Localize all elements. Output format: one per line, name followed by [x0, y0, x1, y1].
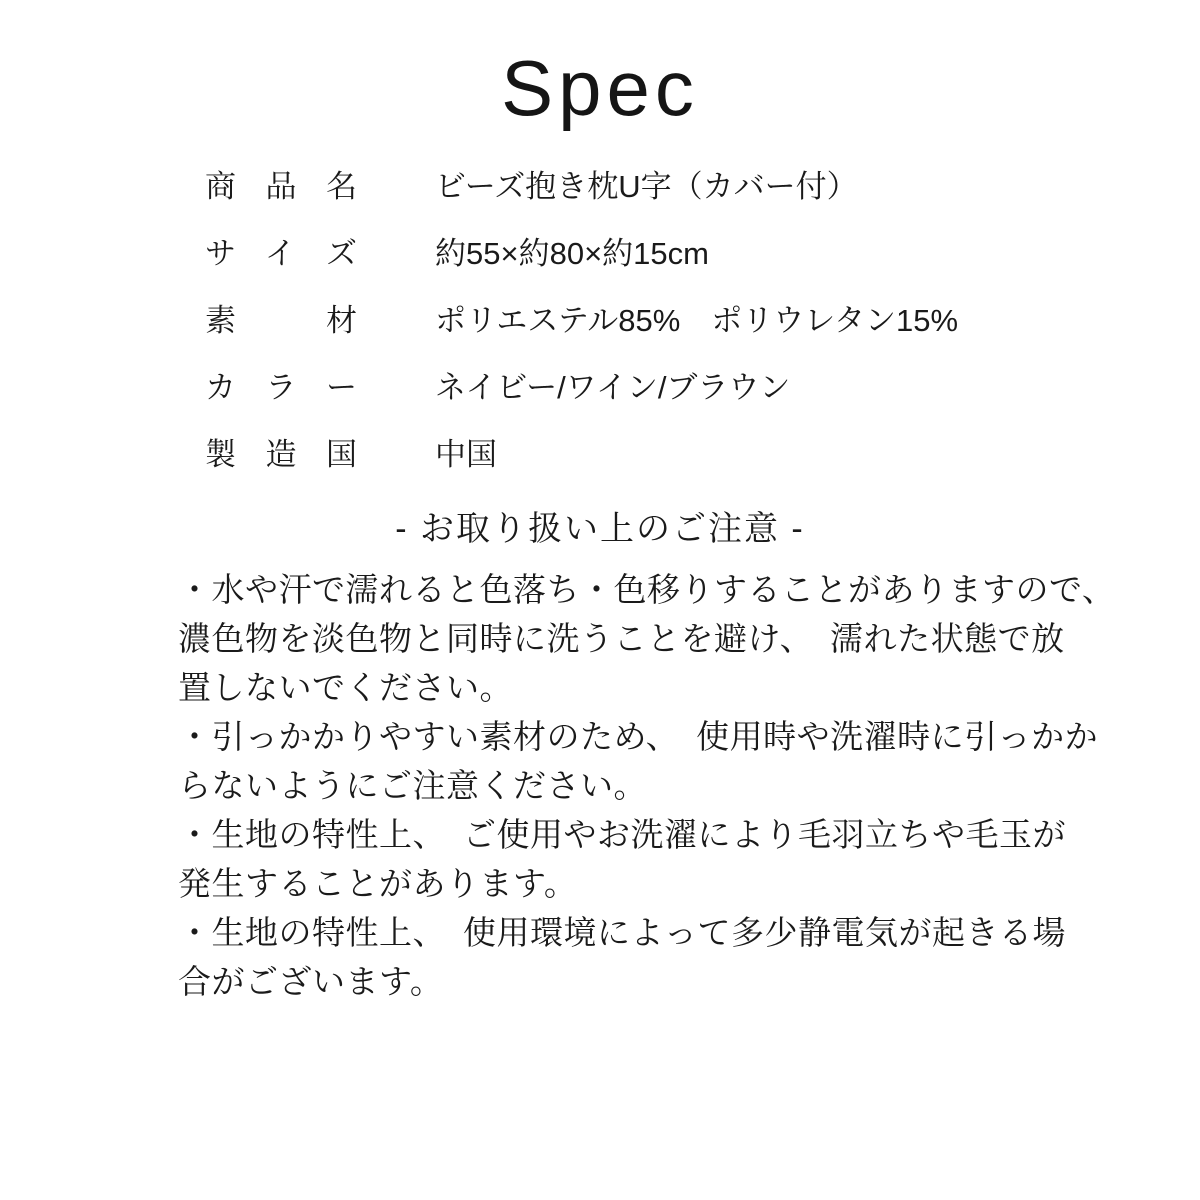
spec-value: ポリエステル85% ポリウレタン15%: [435, 302, 959, 338]
note-line: 合がございます。: [178, 962, 444, 1000]
spec-label: 素材: [205, 302, 357, 338]
spec-label: カラー: [205, 369, 357, 405]
note-line: らないようにご注意ください。: [178, 766, 647, 804]
note-item-colorfast: [178, 565, 1200, 712]
notes-heading: - お取り扱い上のご注意 -: [395, 509, 805, 548]
note-line: ・生地の特性上、 使用環境によって多少静電気が起きる場: [178, 913, 1066, 951]
spec-value: 中国: [435, 436, 497, 472]
note-item-static: [178, 908, 1200, 1006]
spec-value: 約55×約80×約15cm: [435, 235, 709, 271]
spec-label: 商品名: [205, 168, 357, 204]
spec-label: 製造国: [205, 436, 357, 472]
page-title: Spec: [501, 44, 699, 132]
note-line: 発生することがあります。: [178, 864, 578, 902]
note-line: 濃色物を淡色物と同時に洗うことを避け、 濡れた状態で放: [178, 619, 1065, 657]
spec-row-size: [205, 233, 1200, 274]
spec-row-country: [205, 434, 1200, 475]
spec-row-material: [205, 300, 1200, 341]
note-line: 置しないでください。: [178, 668, 513, 706]
spec-row-color: [205, 367, 1200, 408]
spec-row-product-name: [205, 166, 1200, 207]
note-line: ・水や汗で濡れると色落ち・色移りすることがありますので、: [178, 570, 1116, 608]
note-line: ・引っかかりやすい素材のため、 使用時や洗濯時に引っかか: [178, 717, 1099, 755]
spec-table: [205, 166, 1200, 475]
spec-label: サイズ: [205, 235, 357, 271]
notes-list: [178, 565, 1200, 1006]
note-item-pilling: [178, 810, 1200, 908]
note-line: ・生地の特性上、 ご使用やお洗濯により毛羽立ちや毛玉が: [178, 815, 1066, 853]
spec-value: ビーズ抱き枕U字（カバー付）: [435, 168, 858, 204]
spec-value: ネイビー/ワイン/ブラウン: [435, 369, 791, 405]
note-item-snagging: [178, 712, 1200, 810]
